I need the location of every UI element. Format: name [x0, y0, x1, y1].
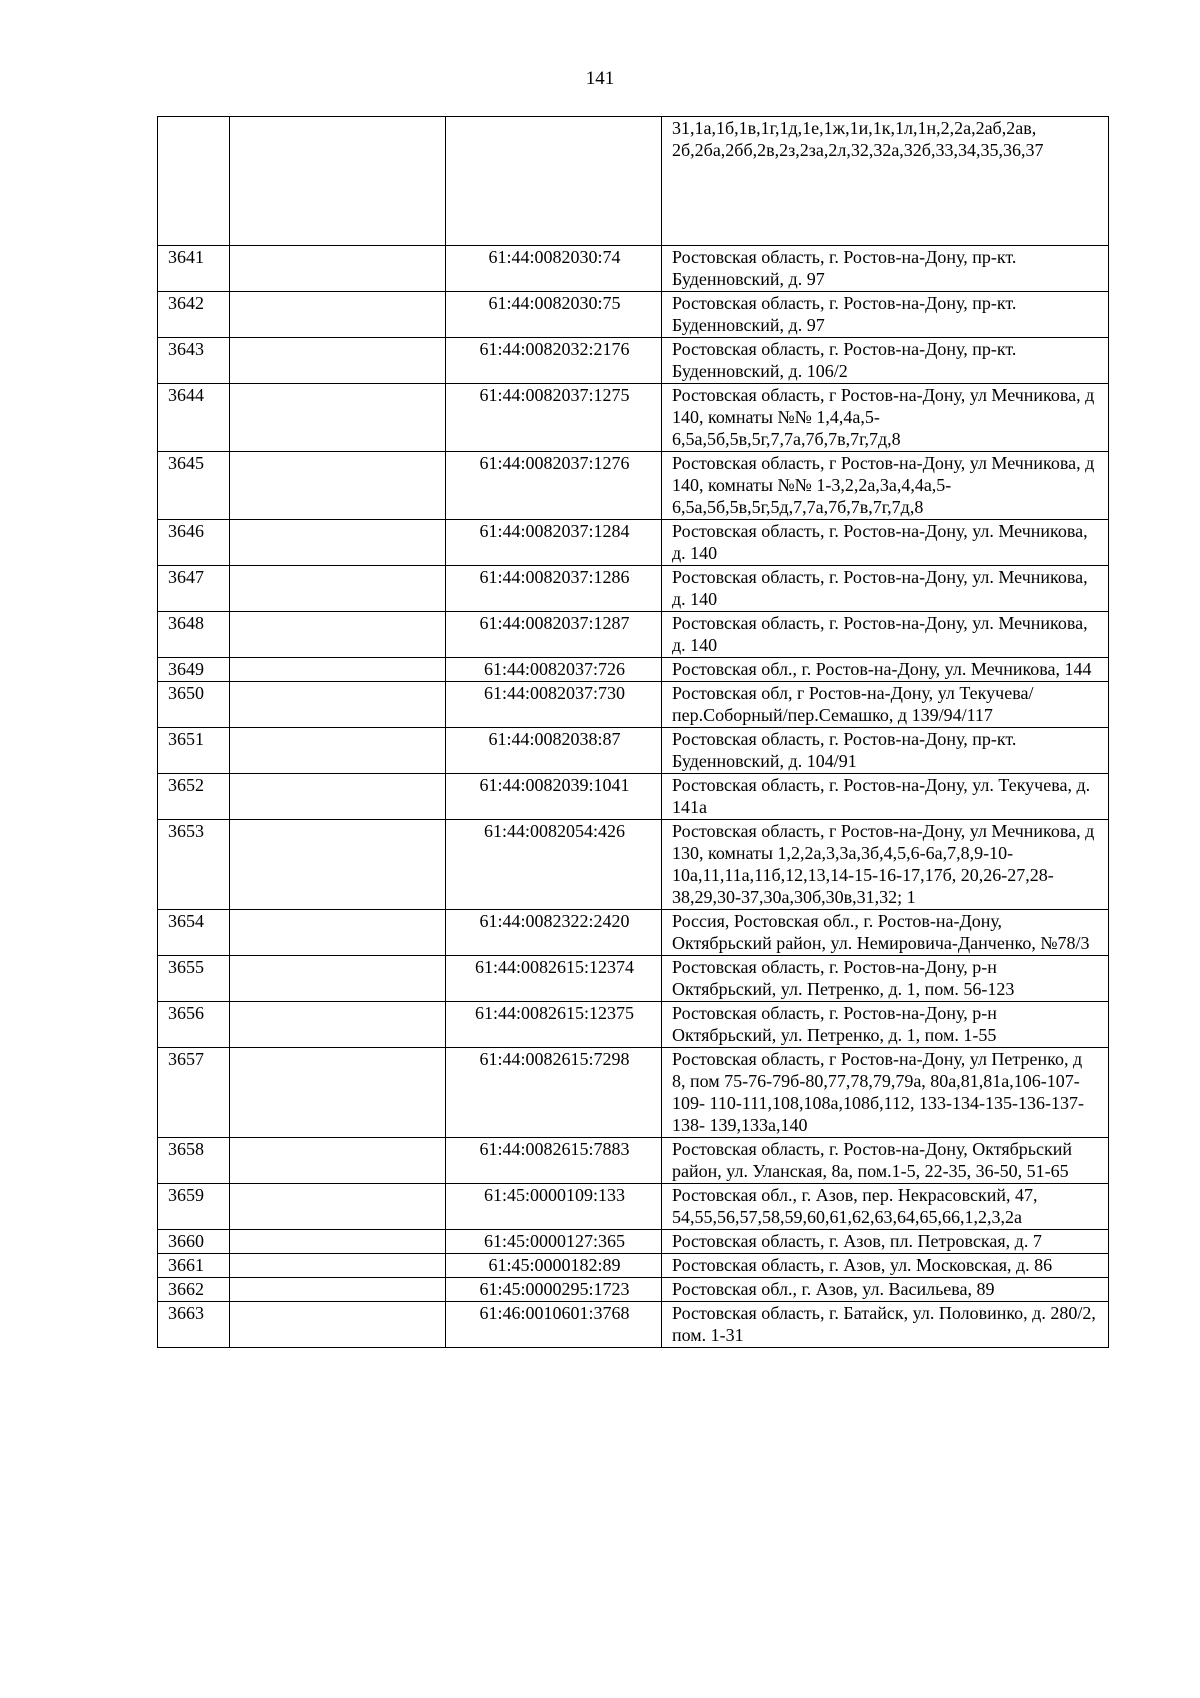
- row-number-cell: [158, 117, 230, 246]
- cadastral-cell: 61:44:0082037:726: [446, 658, 662, 682]
- address-cell: Ростовская обл., г. Азов, ул. Васильева, 89: [662, 1278, 1109, 1302]
- row-number-cell: 3662: [158, 1278, 230, 1302]
- row-number-cell: 3655: [158, 956, 230, 1002]
- table-row: [158, 1048, 1109, 1138]
- table-row: [158, 292, 1109, 338]
- empty-cell: [230, 246, 446, 292]
- address-cell: Ростовская обл, г Ростов-на-Дону, ул Текучева/пер.Соборный/пер.Семашко, д 139/94/117: [662, 682, 1109, 728]
- address-cell: Ростовская область, г Ростов-на-Дону, ул Мечникова, д 140, комнаты №№ 1,4,4а,5-6,5а,5б,5в,5г,7,7а,7б,7в,7г,7д,8: [662, 384, 1109, 452]
- address-cell: Ростовская область, г Ростов-на-Дону, ул Петренко, д 8, пом 75-76-79б-80,77,78,79,79а, 80а,81,81а,106-107-109- 110-111,108,108а,108б,112, 133-134-135-136-137-138- 139,133а,140: [662, 1048, 1109, 1138]
- row-number-cell: 3648: [158, 612, 230, 658]
- registry-table: [157, 116, 1109, 1348]
- empty-cell: [230, 338, 446, 384]
- table-row: [158, 452, 1109, 520]
- address-cell: Ростовская область, г. Ростов-на-Дону, пр-кт. Буденновский, д. 104/91: [662, 728, 1109, 774]
- table-row: [158, 774, 1109, 820]
- table-row: [158, 1278, 1109, 1302]
- empty-cell: [230, 612, 446, 658]
- address-cell: Ростовская область, г. Ростов-на-Дону, ул. Текучева, д. 141а: [662, 774, 1109, 820]
- cadastral-cell: 61:44:0082030:75: [446, 292, 662, 338]
- cadastral-cell: 61:44:0082615:12374: [446, 956, 662, 1002]
- row-number-cell: 3654: [158, 910, 230, 956]
- table-row: [158, 338, 1109, 384]
- row-number-cell: 3658: [158, 1138, 230, 1184]
- table-row: [158, 1254, 1109, 1278]
- address-cell: Ростовская область, г. Ростов-на-Дону, ул. Мечникова, д. 140: [662, 612, 1109, 658]
- address-cell: Ростовская область, г. Ростов-на-Дону, р-н Октябрьский, ул. Петренко, д. 1, пом. 1-55: [662, 1002, 1109, 1048]
- table-row: [158, 566, 1109, 612]
- table-row: [158, 520, 1109, 566]
- table-row: [158, 910, 1109, 956]
- address-cell: Ростовская область, г Ростов-на-Дону, ул Мечникова, д 130, комнаты 1,2,2а,3,3а,3б,4,5,6-6а,7,8,9-10-10а,11,11а,11б,12,13,14-15-16-17,17б, 20,26-27,28-38,29,30-37,30а,30б,30в,31,32; 1: [662, 820, 1109, 910]
- row-number-cell: 3661: [158, 1254, 230, 1278]
- cadastral-cell: 61:44:0082322:2420: [446, 910, 662, 956]
- row-number-cell: 3646: [158, 520, 230, 566]
- cadastral-cell: 61:44:0082030:74: [446, 246, 662, 292]
- empty-cell: [230, 117, 446, 246]
- empty-cell: [230, 1048, 446, 1138]
- cadastral-cell: 61:45:0000109:133: [446, 1184, 662, 1230]
- table-row: [158, 1002, 1109, 1048]
- address-cell: Ростовская область, г. Ростов-на-Дону, пр-кт. Буденновский, д. 97: [662, 246, 1109, 292]
- table-row: [158, 658, 1109, 682]
- cadastral-cell: 61:44:0082038:87: [446, 728, 662, 774]
- table-row: [158, 246, 1109, 292]
- row-number-cell: 3645: [158, 452, 230, 520]
- empty-cell: [230, 1254, 446, 1278]
- table-row: [158, 1138, 1109, 1184]
- cadastral-cell: 61:44:0082037:1286: [446, 566, 662, 612]
- row-number-cell: 3660: [158, 1230, 230, 1254]
- table-row-continuation: [158, 117, 1109, 246]
- empty-cell: [230, 658, 446, 682]
- table-row: [158, 728, 1109, 774]
- row-number-cell: 3653: [158, 820, 230, 910]
- empty-cell: [230, 774, 446, 820]
- empty-cell: [230, 1002, 446, 1048]
- cadastral-cell: 61:44:0082037:1284: [446, 520, 662, 566]
- row-number-cell: 3644: [158, 384, 230, 452]
- cadastral-cell: [446, 117, 662, 246]
- address-cell: Ростовская область, г. Ростов-на-Дону, ул. Мечникова, д. 140: [662, 566, 1109, 612]
- cadastral-cell: 61:44:0082615:7883: [446, 1138, 662, 1184]
- cadastral-cell: 61:44:0082032:2176: [446, 338, 662, 384]
- cadastral-cell: 61:44:0082615:12375: [446, 1002, 662, 1048]
- empty-cell: [230, 1278, 446, 1302]
- table-row: [158, 384, 1109, 452]
- cadastral-cell: 61:44:0082037:1287: [446, 612, 662, 658]
- row-number-cell: 3663: [158, 1302, 230, 1348]
- address-cell: Ростовская область, г. Азов, ул. Московская, д. 86: [662, 1254, 1109, 1278]
- address-cell: Ростовская область, г. Ростов-на-Дону, ул. Мечникова, д. 140: [662, 520, 1109, 566]
- cadastral-cell: 61:44:0082615:7298: [446, 1048, 662, 1138]
- row-number-cell: 3641: [158, 246, 230, 292]
- cadastral-cell: 61:44:0082054:426: [446, 820, 662, 910]
- row-number-cell: 3642: [158, 292, 230, 338]
- table-row: [158, 612, 1109, 658]
- empty-cell: [230, 728, 446, 774]
- table-row: [158, 1230, 1109, 1254]
- address-cell: Ростовская область, г. Ростов-на-Дону, пр-кт. Буденновский, д. 106/2: [662, 338, 1109, 384]
- row-number-cell: 3650: [158, 682, 230, 728]
- address-cell: Россия, Ростовская обл., г. Ростов-на-Дону, Октябрьский район, ул. Немировича-Данченко, №78/3: [662, 910, 1109, 956]
- address-cell: Ростовская область, г. Ростов-на-Дону, Октябрьский район, ул. Уланская, 8а, пом.1-5, 22-35, 36-50, 51-65: [662, 1138, 1109, 1184]
- empty-cell: [230, 452, 446, 520]
- address-cell: Ростовская обл., г. Ростов-на-Дону, ул. Мечникова, 144: [662, 658, 1109, 682]
- empty-cell: [230, 956, 446, 1002]
- row-number-cell: 3659: [158, 1184, 230, 1230]
- cadastral-cell: 61:44:0082037:1275: [446, 384, 662, 452]
- address-cell: 31,1а,1б,1в,1г,1д,1е,1ж,1и,1к,1л,1н,2,2а,2аб,2ав, 2б,2ба,2бб,2в,2з,2за,2л,32,32а,32б,33,34,35,36,37: [662, 117, 1109, 246]
- address-cell: Ростовская область, г. Ростов-на-Дону, пр-кт. Буденновский, д. 97: [662, 292, 1109, 338]
- table-row: [158, 682, 1109, 728]
- table-row: [158, 820, 1109, 910]
- row-number-cell: 3649: [158, 658, 230, 682]
- row-number-cell: 3651: [158, 728, 230, 774]
- row-number-cell: 3657: [158, 1048, 230, 1138]
- address-cell: Ростовская обл., г. Азов, пер. Некрасовский, 47, 54,55,56,57,58,59,60,61,62,63,64,65,66,1,2,3,2а: [662, 1184, 1109, 1230]
- address-cell: Ростовская область, г Ростов-на-Дону, ул Мечникова, д 140, комнаты №№ 1-3,2,2а,3а,4,4а,5-6,5а,5б,5в,5г,5д,7,7а,7б,7в,7г,7д,8: [662, 452, 1109, 520]
- empty-cell: [230, 292, 446, 338]
- address-cell: Ростовская область, г. Азов, пл. Петровская, д. 7: [662, 1230, 1109, 1254]
- row-number-cell: 3643: [158, 338, 230, 384]
- cadastral-cell: 61:44:0082037:730: [446, 682, 662, 728]
- empty-cell: [230, 910, 446, 956]
- empty-cell: [230, 682, 446, 728]
- empty-cell: [230, 1184, 446, 1230]
- page-number: 141: [585, 68, 615, 89]
- cadastral-cell: 61:45:0000295:1723: [446, 1278, 662, 1302]
- empty-cell: [230, 566, 446, 612]
- row-number-cell: 3656: [158, 1002, 230, 1048]
- cadastral-cell: 61:45:0000127:365: [446, 1230, 662, 1254]
- cadastral-cell: 61:45:0000182:89: [446, 1254, 662, 1278]
- address-cell: Ростовская область, г. Ростов-на-Дону, р-н Октябрьский, ул. Петренко, д. 1, пом. 56-123: [662, 956, 1109, 1002]
- empty-cell: [230, 1302, 446, 1348]
- address-cell: Ростовская область, г. Батайск, ул. Половинко, д. 280/2, пом. 1-31: [662, 1302, 1109, 1348]
- empty-cell: [230, 384, 446, 452]
- row-number-cell: 3652: [158, 774, 230, 820]
- cadastral-cell: 61:44:0082037:1276: [446, 452, 662, 520]
- table-row: [158, 956, 1109, 1002]
- row-number-cell: 3647: [158, 566, 230, 612]
- cadastral-cell: 61:46:0010601:3768: [446, 1302, 662, 1348]
- cadastral-cell: 61:44:0082039:1041: [446, 774, 662, 820]
- empty-cell: [230, 1138, 446, 1184]
- empty-cell: [230, 520, 446, 566]
- empty-cell: [230, 820, 446, 910]
- empty-cell: [230, 1230, 446, 1254]
- table-row: [158, 1302, 1109, 1348]
- table-row: [158, 1184, 1109, 1230]
